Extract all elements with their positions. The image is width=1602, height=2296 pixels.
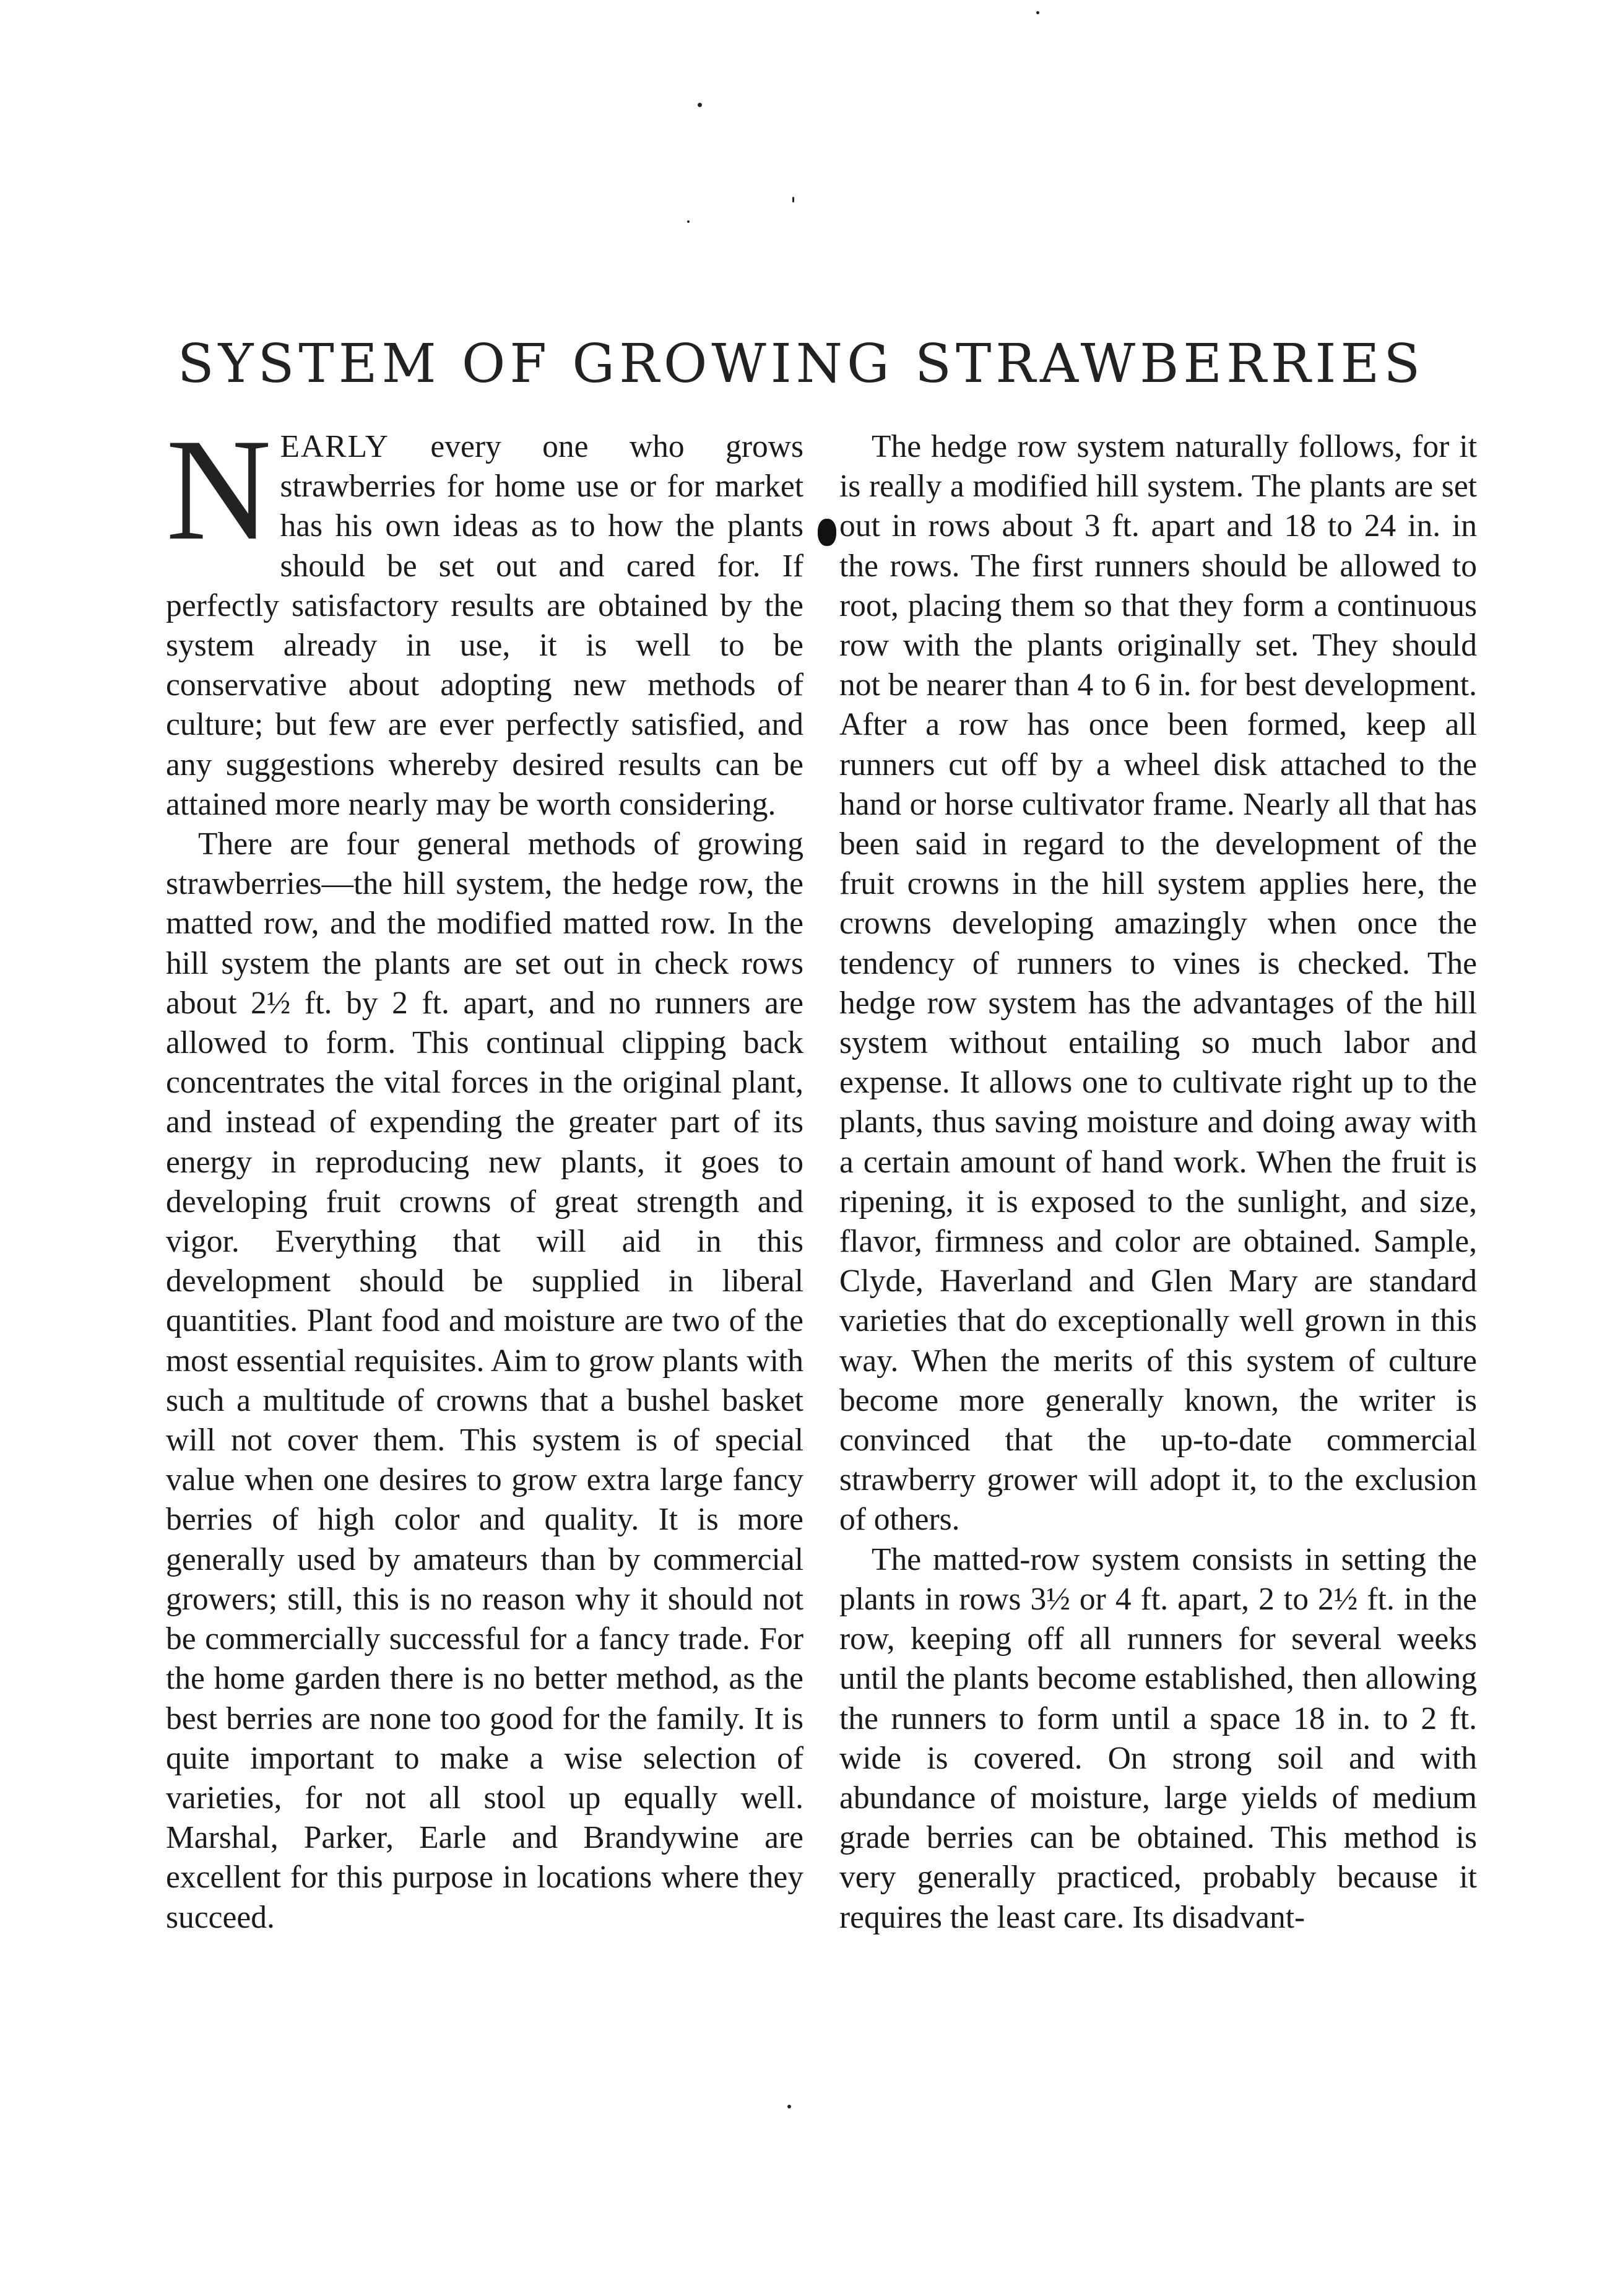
ink-blot (818, 519, 836, 546)
left-column (166, 409, 803, 1938)
ink-speck (687, 220, 690, 223)
paragraph-intro (166, 409, 803, 825)
paragraph-matted-row: The matted-row system consists in setting the plants in rows 3½ or 4 ft. apart, 2 to 2½ ft. in the row, keeping off all runners for several weeks until the plants become established, then allowing the runners to form until a space 18 in. to 2 ft. wide is covered. On strong soil and with abundance of moisture, large yields of medium grade berries can be obtained. This method is very generally practiced, probably because it requires the least care. Its disadvant- (839, 1541, 1477, 1935)
paragraph-hedge-row: The hedge row system naturally follows, for it is really a modified hill system. The plants are set out in rows about 3 ft. apart and 18 to 24 in. in the rows. The first runners should be allowed to root, placing them so that they form a continuous row with the plants originally set. They should not be nearer than 4 to 6 in. for best development. After a row has once been formed, keep all runners cut off by a wheel disk attached to the hand or horse cultivator frame. Nearly all that has been said in regard to the development of the fruit crowns in the hill system applies here, the crowns developing amazingly when once the tendency of runners to vines is checked. The hedge row system has the advantages of the hill system without entailing so much labor and expense. It allows one to cultivate right up to the plants, thus saving moisture and doing away with a certain amount of hand work. When the fruit is ripening, it is exposed to the sunlight, and size, flavor, firmness and color are obtained. Sample, Clyde, Haverland and Glen Mary are standard varieties that do exceptionally well grown in this way. When the merits of this system of culture become more generally known, the writer is convinced that the up-to-date commercial strawberry grower will adopt it, to the exclusion of others. (839, 429, 1477, 1538)
right-column (839, 427, 1477, 1938)
paragraph-text: every one who grows strawberries for home use or for market has his own ideas as to how the plants should be set out and cared for. If perfectly satisfactory results are obtained by the system already in use, it is well to be conservative about adopting new methods of culture; but few are ever perfectly satisfied, and any suggestions whereby desired results can be attained more nearly may be worth considering. (166, 429, 803, 822)
ink-speck (698, 103, 702, 107)
ink-speck (792, 197, 794, 202)
article-title: SYSTEM OF GROWING STRAWBERRIES (177, 333, 1425, 395)
ink-speck (1036, 11, 1039, 14)
drop-cap: N (166, 409, 272, 571)
paragraph-methods: There are four general methods of growing strawberries—the hill system, the hedge row, the matted row, and the modified matted row. In the hill system the plants are set out in check rows about 2½ ft. by 2 ft. apart, and no runners are allowed to form. This continual clipping back concentrates the vital forces in the original plant, and instead of expending the greater part of its energy in reproducing new plants, it goes to developing fruit crowns of great strength and vigor. Everything that will aid in this development should be supplied in liberal quantities. Plant food and moisture are two of the most essential requisites. Aim to grow plants with such a multitude of crowns that a bushel basket will not cover them. This system is of special value when one desires to grow extra large fancy berries of high color and quality. It is more generally used by amateurs than by commercial growers; still, this is no reason why it should not be commercially successful for a fancy trade. For the home garden there is no better method, as the best berries are none too good for the family. It is quite important to make a wise selection of varieties, for not all stool up equally well. Marshal, Parker, Earle and Brandywine are excellent for this purpose in locations where they succeed. (166, 826, 803, 1935)
opening-word: EARLY (280, 429, 389, 464)
ink-speck (787, 2105, 791, 2108)
